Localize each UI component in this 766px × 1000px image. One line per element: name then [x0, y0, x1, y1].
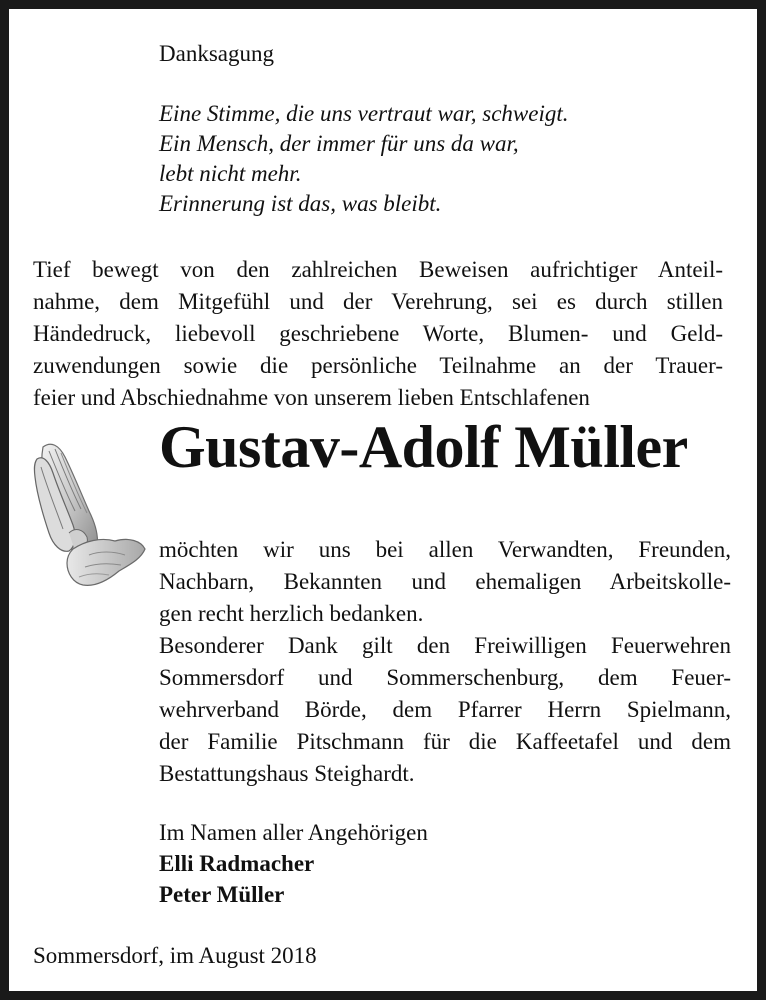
- intro-paragraph: [33, 254, 723, 414]
- intro-line: Tief bewegt von den zahlreichen Beweisen aufrichtiger Anteil-: [33, 257, 723, 282]
- signatory-name: Peter Müller: [159, 882, 285, 907]
- thanks-line: Bestattungshaus Steighardt.: [159, 761, 415, 786]
- intro-line: Händedruck, liebevoll geschriebene Worte, Blumen- und Geld-: [33, 321, 723, 346]
- place-date: Sommersdorf, im August 2018: [33, 943, 317, 968]
- thanks-line: möchten wir uns bei allen Verwandten, Freunden,: [159, 537, 731, 562]
- memorial-poem: [159, 99, 569, 219]
- poem-line: lebt nicht mehr.: [159, 161, 302, 186]
- signatory-name: Elli Radmacher: [159, 851, 315, 876]
- praying-hands-icon: [29, 437, 147, 589]
- notice-heading: Danksagung: [159, 41, 274, 66]
- thanks-line: der Familie Pitschmann für die Kaffeetafel und dem: [159, 729, 731, 754]
- thanks-line: wehrverband Börde, dem Pfarrer Herrn Spielmann,: [159, 697, 731, 722]
- intro-line: zuwendungen sowie die persönliche Teilnahme an der Trauer-: [33, 353, 723, 378]
- poem-line: Ein Mensch, der immer für uns da war,: [159, 131, 519, 156]
- thanks-line: gen recht herzlich bedanken.: [159, 601, 424, 626]
- poem-line: Eine Stimme, die uns vertraut war, schweigt.: [159, 101, 569, 126]
- thanks-line: Nachbarn, Bekannten und ehemaligen Arbeitskolle-: [159, 569, 731, 594]
- poem-line: Erinnerung ist das, was bleibt.: [159, 191, 442, 216]
- intro-line: feier und Abschiednahme von unserem lieben Entschlafenen: [33, 385, 590, 410]
- signoff-intro: Im Namen aller Angehörigen: [159, 820, 428, 845]
- thanks-line: Besonderer Dank gilt den Freiwilligen Feuerwehren: [159, 633, 731, 658]
- intro-line: nahme, dem Mitgefühl und der Verehrung, sei es durch stillen: [33, 289, 723, 314]
- signoff-block: [159, 817, 428, 910]
- thanks-paragraph: [159, 534, 731, 790]
- thanks-line: Sommersdorf und Sommerschenburg, dem Feuer-: [159, 665, 731, 690]
- deceased-name: Gustav-Adolf Müller: [159, 414, 688, 480]
